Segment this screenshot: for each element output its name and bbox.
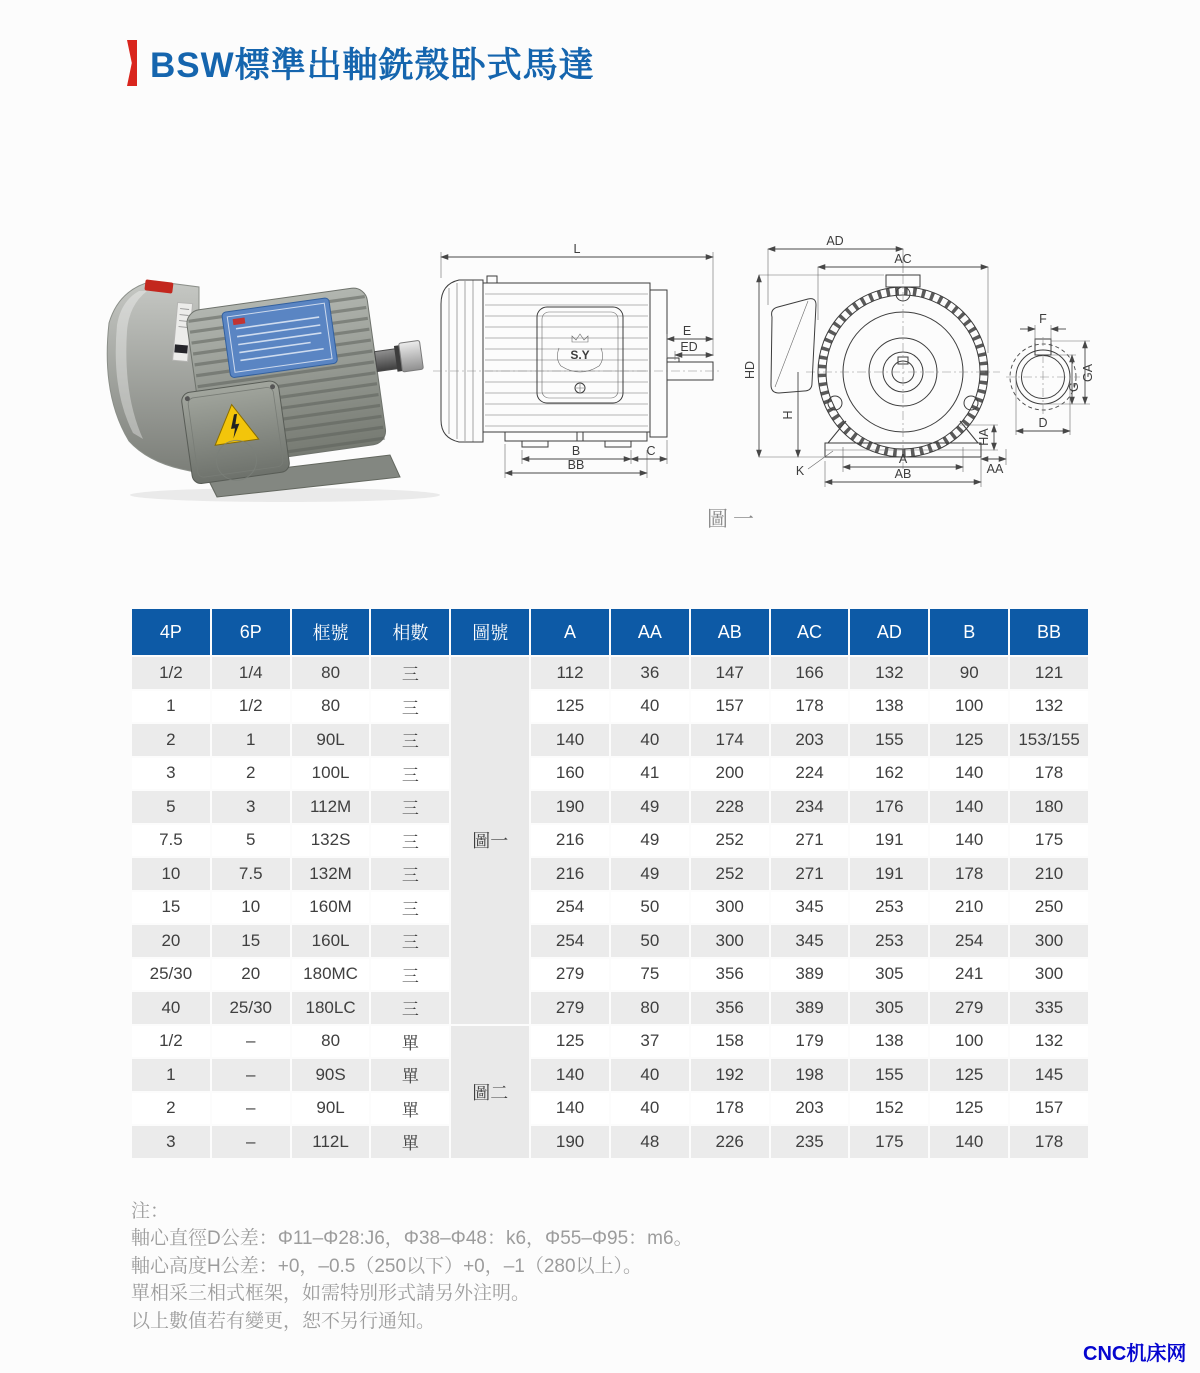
table-cell: 180MC	[292, 959, 370, 991]
table-cell: 5	[212, 825, 290, 857]
table-row	[132, 892, 1088, 924]
table-row	[132, 858, 1088, 890]
figure-number-cell: 圖二	[451, 1026, 529, 1158]
table-cell: 20	[132, 925, 210, 957]
site-watermark-link[interactable]: CNC机床网	[1083, 1343, 1187, 1365]
table-cell: 157	[1010, 1093, 1088, 1125]
table-cell: 180LC	[292, 992, 370, 1024]
table-cell: 178	[771, 691, 849, 723]
product-photo	[95, 245, 425, 503]
table-cell: 174	[691, 724, 769, 756]
table-cell: 389	[771, 992, 849, 1024]
dim-label-C: C	[646, 444, 656, 458]
col-header-bb: BB	[1010, 609, 1088, 655]
col-header-a: A	[531, 609, 609, 655]
page-title: BSW標準出軸銑殼卧式馬達	[150, 46, 595, 85]
table-cell: 145	[1010, 1059, 1088, 1091]
note-line: 注：	[131, 1201, 170, 1222]
table-cell: 125	[930, 1093, 1008, 1125]
table-cell: 140	[930, 791, 1008, 823]
table-cell: 279	[531, 992, 609, 1024]
table-cell: 345	[771, 892, 849, 924]
title-accent-mark	[127, 40, 137, 86]
table-cell: 210	[930, 892, 1008, 924]
table-cell: 138	[850, 691, 928, 723]
dim-label-B: B	[571, 444, 581, 458]
table-cell: 147	[691, 657, 769, 689]
table-cell: 155	[850, 1059, 928, 1091]
col-header-aa: AA	[611, 609, 689, 655]
table-cell: 1	[132, 1059, 210, 1091]
figure-caption: 圖一	[707, 508, 759, 531]
dim-label-A: A	[898, 452, 908, 466]
dim-label-AC: AC	[894, 252, 912, 266]
note-line: 以上數值若有變更，恕不另行通知。	[131, 1310, 436, 1332]
table-row	[132, 691, 1088, 723]
table-cell: 192	[691, 1059, 769, 1091]
table-cell: 3	[132, 1126, 210, 1158]
dim-label-L: L	[573, 242, 581, 256]
table-cell: 三	[371, 758, 449, 790]
table-cell: 160	[531, 758, 609, 790]
table-cell: 300	[1010, 925, 1088, 957]
table-cell: 178	[930, 858, 1008, 890]
table-cell: 7.5	[212, 858, 290, 890]
table-cell: 三	[371, 858, 449, 890]
table-cell: 三	[371, 691, 449, 723]
table-cell: 254	[531, 925, 609, 957]
table-cell: 279	[930, 992, 1008, 1024]
table-row	[132, 1026, 1088, 1058]
table-cell: 三	[371, 791, 449, 823]
dim-label-BB: BB	[567, 458, 585, 472]
table-cell: 100L	[292, 758, 370, 790]
table-cell: 132M	[292, 858, 370, 890]
table-cell: 112L	[292, 1126, 370, 1158]
front-view-drawing	[743, 225, 1098, 510]
table-cell: 190	[531, 791, 609, 823]
table-cell: 三	[371, 825, 449, 857]
motor-fan-cover	[107, 279, 199, 473]
table-cell: 153/155	[1010, 724, 1088, 756]
table-cell: 三	[371, 657, 449, 689]
table-cell: 112M	[292, 791, 370, 823]
table-cell: 155	[850, 724, 928, 756]
table-cell: 80	[292, 657, 370, 689]
table-cell: 241	[930, 959, 1008, 991]
table-cell: 158	[691, 1026, 769, 1058]
dim-label-GA: GA	[1081, 363, 1095, 383]
table-cell: 5	[132, 791, 210, 823]
table-cell: 132	[1010, 1026, 1088, 1058]
table-cell: 160M	[292, 892, 370, 924]
spec-table-header	[132, 609, 1088, 655]
dim-label-ED: ED	[680, 340, 698, 354]
sy-logo-text: S.Y	[570, 348, 590, 362]
table-cell: 7.5	[132, 825, 210, 857]
col-header-ab: AB	[691, 609, 769, 655]
table-cell: 10	[212, 892, 290, 924]
table-cell: 345	[771, 925, 849, 957]
table-cell: 140	[531, 1059, 609, 1091]
table-row	[132, 925, 1088, 957]
col-header-b: B	[930, 609, 1008, 655]
table-cell: 90L	[292, 724, 370, 756]
table-cell: 49	[611, 791, 689, 823]
table-cell: 單	[371, 1026, 449, 1058]
table-cell: 132	[850, 657, 928, 689]
table-cell: 40	[611, 691, 689, 723]
table-cell: 203	[771, 724, 849, 756]
dim-label-AA: AA	[986, 462, 1004, 476]
table-cell: 2	[212, 758, 290, 790]
table-row	[132, 1059, 1088, 1091]
table-cell: 90L	[292, 1093, 370, 1125]
table-cell: 49	[611, 858, 689, 890]
table-cell: 178	[1010, 1126, 1088, 1158]
table-cell: 80	[611, 992, 689, 1024]
table-cell: 125	[531, 691, 609, 723]
table-cell: 228	[691, 791, 769, 823]
table-cell: 152	[850, 1093, 928, 1125]
table-cell: 198	[771, 1059, 849, 1091]
table-cell: 300	[691, 892, 769, 924]
table-cell: 40	[132, 992, 210, 1024]
table-cell: 305	[850, 959, 928, 991]
table-row	[132, 724, 1088, 756]
table-row	[132, 959, 1088, 991]
title-block	[127, 38, 595, 88]
table-cell: 210	[1010, 858, 1088, 890]
table-cell: 138	[850, 1026, 928, 1058]
table-row	[132, 791, 1088, 823]
table-cell: 41	[611, 758, 689, 790]
table-cell: 125	[531, 1026, 609, 1058]
table-row	[132, 1126, 1088, 1158]
table-cell: 140	[930, 825, 1008, 857]
table-cell: 176	[850, 791, 928, 823]
table-cell: 15	[132, 892, 210, 924]
header-row	[132, 609, 1088, 655]
table-cell: 200	[691, 758, 769, 790]
table-cell: 三	[371, 925, 449, 957]
table-cell: 25/30	[212, 992, 290, 1024]
table-cell: 140	[930, 1126, 1008, 1158]
table-cell: 175	[850, 1126, 928, 1158]
table-cell: 356	[691, 992, 769, 1024]
table-cell: 36	[611, 657, 689, 689]
table-cell: 300	[691, 925, 769, 957]
table-cell: 125	[930, 1059, 1008, 1091]
table-cell: 252	[691, 858, 769, 890]
table-row	[132, 657, 1088, 689]
table-cell: 1	[132, 691, 210, 723]
table-cell: 279	[531, 959, 609, 991]
table-cell: 49	[611, 825, 689, 857]
note-line: 軸心直徑D公差：Φ11–Φ28:J6，Φ38–Φ48：k6，Φ55–Φ95：m6。	[131, 1228, 693, 1250]
table-cell: 125	[930, 724, 1008, 756]
table-cell: 234	[771, 791, 849, 823]
notes-block	[131, 1198, 693, 1335]
table-cell: 356	[691, 959, 769, 991]
table-cell: 132	[1010, 691, 1088, 723]
table-cell: 1/2	[132, 1026, 210, 1058]
table-cell: –	[212, 1126, 290, 1158]
table-cell: –	[212, 1093, 290, 1125]
shaft-section-drawing	[1006, 312, 1095, 435]
table-cell: 226	[691, 1126, 769, 1158]
table-cell: 100	[930, 1026, 1008, 1058]
table-cell: 50	[611, 892, 689, 924]
table-cell: 37	[611, 1026, 689, 1058]
table-cell: 252	[691, 825, 769, 857]
table-cell: 112	[531, 657, 609, 689]
table-cell: 80	[292, 1026, 370, 1058]
table-cell: 132S	[292, 825, 370, 857]
table-cell: –	[212, 1059, 290, 1091]
col-header-ad: AD	[850, 609, 928, 655]
table-cell: 1/2	[132, 657, 210, 689]
table-cell: 162	[850, 758, 928, 790]
table-cell: 3	[212, 791, 290, 823]
terminal-box	[181, 380, 291, 487]
table-cell: 90S	[292, 1059, 370, 1091]
table-cell: 335	[1010, 992, 1088, 1024]
table-cell: 1/2	[212, 691, 290, 723]
note-line: 單相采三相式框架，如需特別形式請另外注明。	[131, 1283, 531, 1305]
table-cell: 178	[691, 1093, 769, 1125]
table-row	[132, 992, 1088, 1024]
table-cell: 單	[371, 1059, 449, 1091]
table-cell: 140	[930, 758, 1008, 790]
dim-label-AD: AD	[826, 234, 844, 248]
table-row	[132, 1093, 1088, 1125]
col-header-ac: AC	[771, 609, 849, 655]
table-cell: 1	[212, 724, 290, 756]
spec-table-body	[132, 657, 1088, 1158]
dim-label-F: F	[1039, 312, 1047, 326]
table-cell: 160L	[292, 925, 370, 957]
table-cell: 48	[611, 1126, 689, 1158]
table-row	[132, 758, 1088, 790]
table-cell: 40	[611, 724, 689, 756]
table-cell: 254	[531, 892, 609, 924]
table-cell: 191	[850, 825, 928, 857]
dim-label-HA: HA	[977, 428, 991, 446]
table-cell: 178	[1010, 758, 1088, 790]
photo-shadow	[130, 488, 440, 502]
dim-label-AB: AB	[894, 467, 912, 481]
table-cell: –	[212, 1026, 290, 1058]
col-header-6p: 6P	[212, 609, 290, 655]
table-cell: 2	[132, 724, 210, 756]
table-cell: 三	[371, 992, 449, 1024]
table-cell: 三	[371, 892, 449, 924]
table-cell: 單	[371, 1093, 449, 1125]
table-cell: 10	[132, 858, 210, 890]
table-cell: 224	[771, 758, 849, 790]
dim-label-HD: HD	[743, 360, 757, 380]
table-cell: 300	[1010, 959, 1088, 991]
table-cell: 235	[771, 1126, 849, 1158]
col-header-frame: 框號	[292, 609, 370, 655]
dim-label-H: H	[781, 410, 795, 420]
dim-label-D: D	[1038, 416, 1048, 430]
table-cell: 15	[212, 925, 290, 957]
table-cell: 389	[771, 959, 849, 991]
table-cell: 140	[531, 724, 609, 756]
table-cell: 250	[1010, 892, 1088, 924]
table-cell: 25/30	[132, 959, 210, 991]
table-cell: 2	[132, 1093, 210, 1125]
table-cell: 140	[531, 1093, 609, 1125]
table-cell: 175	[1010, 825, 1088, 857]
side-view-drawing	[425, 238, 725, 490]
table-cell: 253	[850, 892, 928, 924]
table-cell: 100	[930, 691, 1008, 723]
table-cell: 單	[371, 1126, 449, 1158]
table-cell: 40	[611, 1093, 689, 1125]
dim-label-K: K	[795, 464, 805, 478]
table-cell: 190	[531, 1126, 609, 1158]
table-cell: 三	[371, 724, 449, 756]
table-cell: 216	[531, 825, 609, 857]
col-header-figure: 圖號	[451, 609, 529, 655]
note-line: 軸心高度H公差：+0，–0.5（250以下）+0，–1（280以上）。	[131, 1255, 643, 1277]
table-cell: 80	[292, 691, 370, 723]
table-cell: 254	[930, 925, 1008, 957]
table-cell: 90	[930, 657, 1008, 689]
table-cell: 20	[212, 959, 290, 991]
table-cell: 305	[850, 992, 928, 1024]
table-cell: 166	[771, 657, 849, 689]
table-cell: 179	[771, 1026, 849, 1058]
table-row	[132, 825, 1088, 857]
table-cell: 40	[611, 1059, 689, 1091]
dim-label-G: G	[1067, 382, 1081, 392]
dim-label-E: E	[682, 324, 692, 338]
table-cell: 203	[771, 1093, 849, 1125]
col-header-phase: 相數	[371, 609, 449, 655]
table-cell: 253	[850, 925, 928, 957]
spec-table	[130, 607, 1090, 1160]
table-cell: 271	[771, 858, 849, 890]
figure-number-cell: 圖一	[451, 657, 529, 1024]
table-cell: 180	[1010, 791, 1088, 823]
table-cell: 216	[531, 858, 609, 890]
table-cell: 121	[1010, 657, 1088, 689]
table-cell: 3	[132, 758, 210, 790]
table-cell: 191	[850, 858, 928, 890]
table-cell: 157	[691, 691, 769, 723]
table-cell: 50	[611, 925, 689, 957]
table-cell: 271	[771, 825, 849, 857]
table-cell: 1/4	[212, 657, 290, 689]
col-header-4p: 4P	[132, 609, 210, 655]
table-cell: 75	[611, 959, 689, 991]
table-cell: 三	[371, 959, 449, 991]
